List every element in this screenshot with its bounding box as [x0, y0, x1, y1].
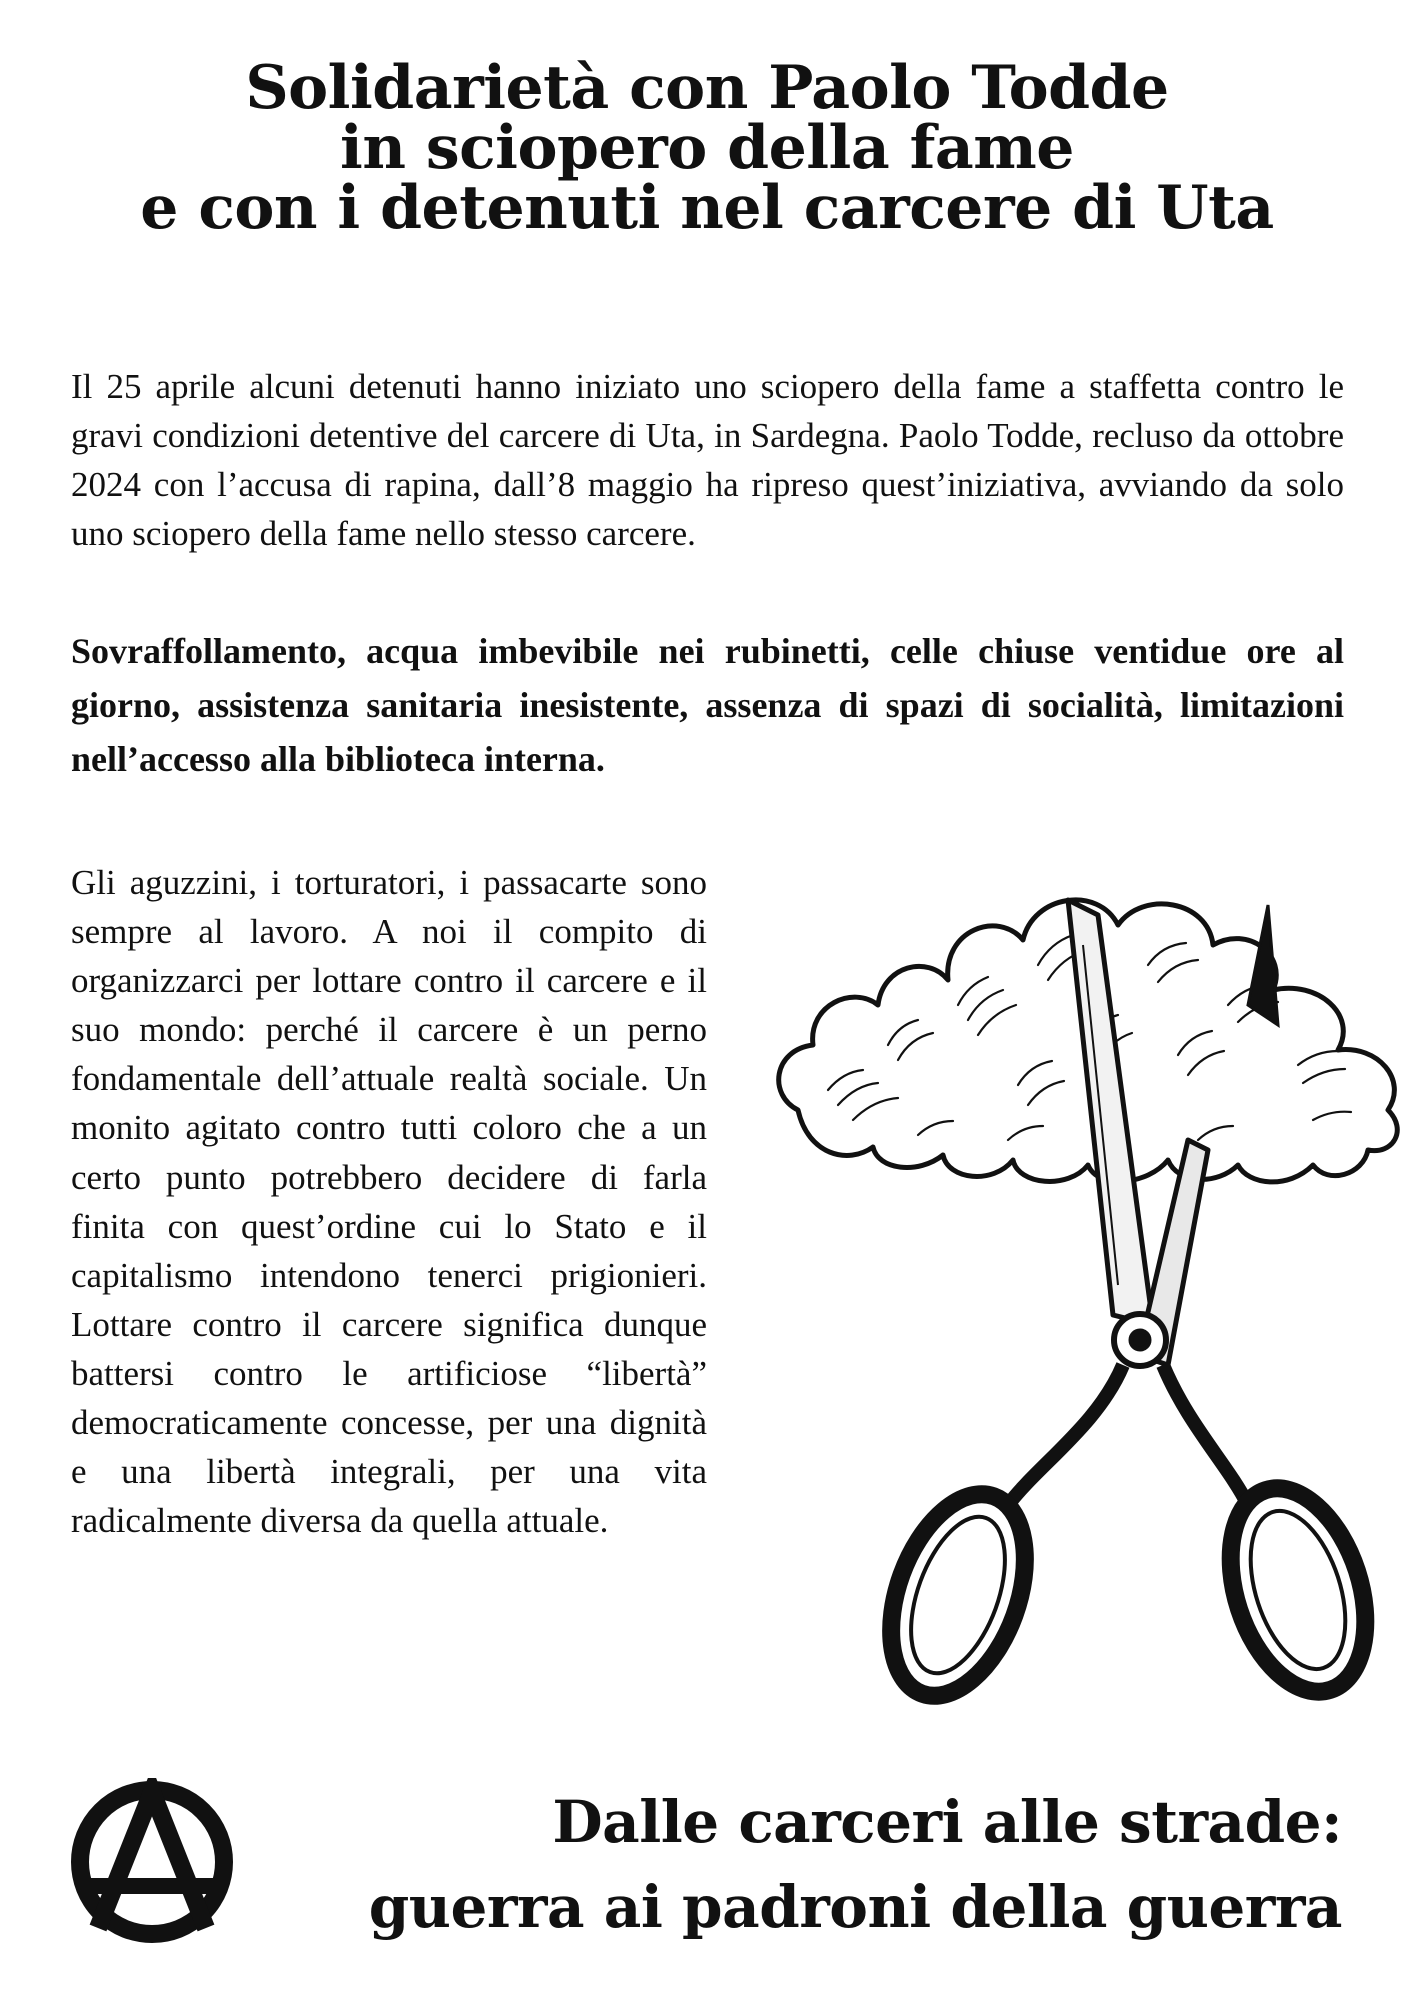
- slogan-line-1: Dalle carceri alle strade:: [552, 1788, 1342, 1856]
- column-paragraph: Gli aguzzini, i torturatori, i passacarte sono sempre al lavoro. A noi il compito di organizzarci per lottare contro il carcere e il suo mondo: perché il carcere è un perno fondamentale dell’attuale realtà sociale. Un monito agitato contro tutti coloro che a un certo punto potrebbero decidere di farla finita con quest’ordine cui lo Stato e il capitalismo intendono tenerci prigionieri. Lottare contro il carcere significa dunque battersi contro le artificiose “libertà” democraticamente concesse, per una dignità e una libertà integrali, per una vita radicalmente diversa da quella attuale.: [71, 863, 707, 1541]
- conditions-paragraph: Sovraffollamento, acqua imbevibile nei rubinetti, celle chiuse ventidue ore al giorno, assistenza sanitaria inesistente, assenza di spazi di socialità, limitazioni nell’accesso alla biblioteca interna.: [71, 631, 1344, 779]
- scissors-cutting-cloud-icon: [768, 885, 1414, 1735]
- title-line-3: e con i detenuti nel carcere di Uta: [140, 173, 1274, 243]
- closing-slogan: [292, 1780, 1342, 1950]
- slogan-line-2: guerra ai padroni della guerra: [368, 1873, 1342, 1941]
- circle-a-anarchy-icon: [68, 1778, 236, 1946]
- title-line-1: Solidarietà con Paolo Todde: [245, 53, 1169, 123]
- title-line-2: in sciopero della fame: [340, 113, 1074, 183]
- intro-paragraph: Il 25 aprile alcuni detenuti hanno iniziato uno sciopero della fame a staffetta contro le gravi condizioni detentive del carcere di Uta, in Sardegna. Paolo Todde, recluso da ottobre 2024 con l’accusa di rapina, dall’8 maggio ha ripreso quest’iniziativa, avviando da solo uno sciopero della fame nello stesso carcere.: [71, 367, 1344, 553]
- flyer-title: [60, 53, 1354, 243]
